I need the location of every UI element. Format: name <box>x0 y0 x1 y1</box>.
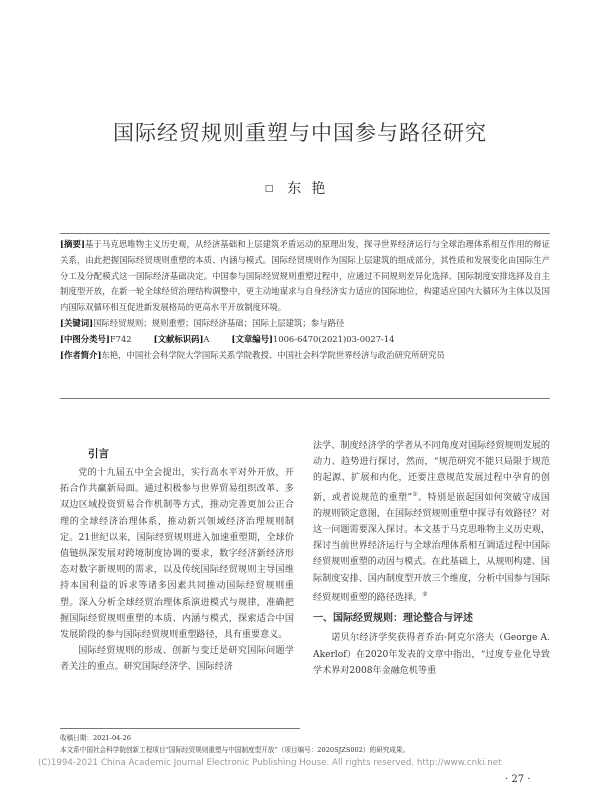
cnki-watermark: (C)1994-2021 China Academic Journal Electronic Publishing House. All rights reserved. http://www.cnki.net <box>38 758 502 768</box>
author-name: 东艳 <box>287 181 336 197</box>
doc-label: [文献标识码] <box>153 333 204 344</box>
clc-label: [中图分类号] <box>60 333 110 344</box>
author-bio-line <box>60 348 550 364</box>
author-mark: □ <box>264 184 274 194</box>
abstract-label: [摘要] <box>60 239 85 249</box>
article-label: [文章编号] <box>231 333 273 344</box>
right-column <box>313 438 550 679</box>
abstract-block <box>60 237 550 363</box>
right-paragraph-1-cont: 。特别是嵌起国如何突破守成国的规则锁定意图，在国际经贸规则重塑中探寻有效路径？对这一问题需要深入探讨。本文基于马克思唯物主义历史观，探讨当前世界经济运行与全球治理体系相互调适过程中国际经贸规则重塑的动因与模式。在此基础上，从规则构建、国际制度安排、国内制度型开放三个维度，分析中国参与国际经贸规则重塑的路径选择。 <box>313 492 550 603</box>
right-paragraph-1-text: 法学、制度经济学的学者从不同角度对国际经贸规则发展的动力、趋势进行探讨，然而，“规范研究不能只局限于规范的起源、扩展和内化，还要注意规范发展过程中孕育的创新，或者说规范的重塑” <box>313 441 550 503</box>
abstract-bottom-rule <box>60 398 550 399</box>
intro-heading: 引言 <box>88 448 109 460</box>
author-line <box>0 178 600 198</box>
right-paragraph-2: 诺贝尔经济学奖获得者乔治·阿克尔洛夫（George A. Akerlof）在2020年发表的文章中指出，“过度专业化导致学术界对2008年金融危机等重 <box>313 633 550 676</box>
keywords-line <box>60 316 550 332</box>
abstract-text: 基于马克思唯物主义历史观，从经济基础和上层建筑矛盾运动的原理出发，探寻世界经济运行与全球治理体系相互作用的辩证关系，由此把握国际经贸规则重塑的本质、内涵与模式。国际经贸规则作为国际上层建筑的组成部分，其性质和发展变化由国际生产分工及分配模式这一国际经济基础决定。中国参与国际经贸规则重塑过程中，应通过不同规则差异化选择、国际制度安排选择及自主制度型开放，在新一轮全球经贸治理结构调整中，更主动地谋求与自身经济实力适应的国际地位，构建适应国内大循环为主体以及国内国际双循环相互促进新发展格局的更高水平开放制度环境。 <box>60 239 550 313</box>
footnote-ref-2: ② <box>422 590 428 598</box>
doc-value: A <box>203 333 210 344</box>
classification-line <box>60 332 550 348</box>
footnote-ref-1: ① <box>412 490 419 498</box>
section-heading: 一、国际经贸规则：理论整合与评述 <box>313 613 473 625</box>
left-column <box>60 465 294 676</box>
received-date: 收稿日期：2021-04-26 <box>60 734 131 742</box>
author-bio-text: 东艳，中国社会科学院大学国际关系学院教授、中国社会科学院世界经济与政治研究所研究员 <box>101 349 445 360</box>
abstract-top-rule <box>60 233 550 234</box>
keywords-label: [关键词] <box>60 317 94 328</box>
author-bio-label: [作者简介] <box>60 349 102 360</box>
left-paragraph-2: 国际经贸规则的形成、创新与变迁是研究国际问题学者关注的重点。研究国际经济学、国际经济 <box>60 646 294 673</box>
abstract-paragraph <box>60 237 550 316</box>
clc-value: F742 <box>109 333 132 344</box>
keywords-text: 国际经贸规则；规则重塑；国际经济基础；国际上层建筑；参与路径 <box>93 317 345 328</box>
article-value: 1006-6470(2021)03-0027-14 <box>272 333 395 344</box>
funding-note: 本文系中国社会科学院创新工程项目“国际经贸规则重塑与中国制度型开放”（项目编号：2020SJZS002）的研究成果。 <box>60 746 410 754</box>
footnote-rule <box>60 728 300 729</box>
right-paragraph-1 <box>313 438 550 606</box>
left-paragraph-1: 党的十九届五中全会提出，实行高水平对外开放，开拓合作共赢新局面。通过积极参与世界贸易组织改革、多双边区域投资贸易合作机制等方式，推动完善更加公正合理的全球经济治理体系，推动新兴领域经济治理规则制定。21世纪以来，国际经贸规则进入加速重塑期，全球价值链纵深发展对跨境制度协调的要求，数字经济新经济形态对数字新规则的需求，以及传统国际经贸规则主导国维持本国利益的诉求等诸多因素共同推动国际经贸规则重塑。深入分析全球经贸治理体系演进模式与规律，准确把握国际经贸规则重塑的本质、内涵与模式，探索适合中国发展阶段的参与国际经贸规则重塑路径，具有重要意义。 <box>60 468 294 641</box>
paper-title: 国际经贸规则重塑与中国参与路径研究 <box>113 121 487 145</box>
page-number: · 27 · <box>505 774 531 785</box>
